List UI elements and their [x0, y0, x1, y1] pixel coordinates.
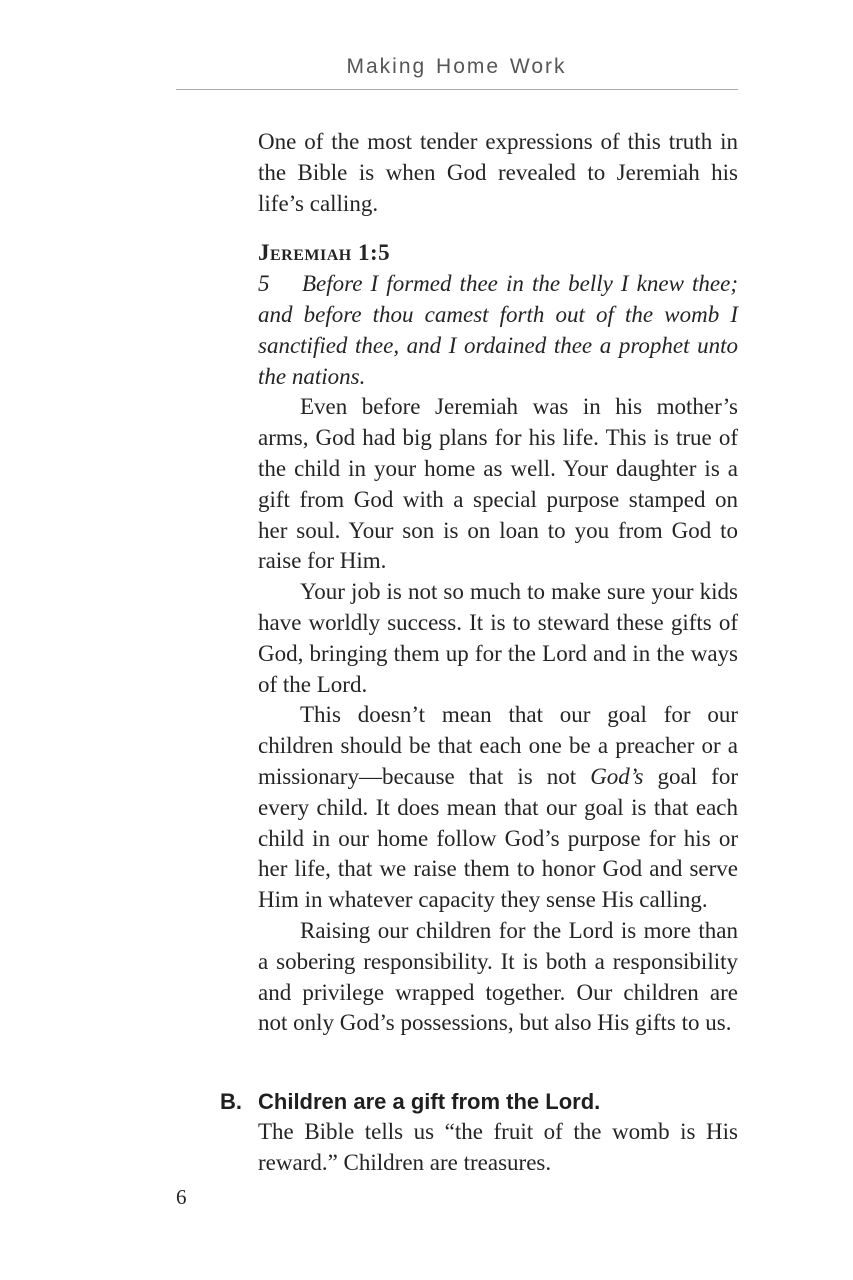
page-number: 6	[176, 1185, 187, 1209]
emphasized-word: God’s	[590, 763, 644, 789]
scripture-reference: Jeremiah 1:5	[258, 240, 391, 266]
paragraph-text-segment: This doesn’t mean that our goal for our children should be that each one be a preacher or a missionary—because that is not	[258, 702, 738, 789]
verse-number: 5	[258, 271, 270, 297]
section-label: B.	[220, 1089, 242, 1115]
page-content	[220, 127, 738, 1179]
paragraph-text-segment: goal for every child. It does mean that our goal is that each child in our home follow God’s purpose for his or her life, that we raise them to honor God and serve Him in whatever capacity they sense His calling.	[258, 763, 738, 913]
section-title: Children are a gift from the Lord.	[258, 1089, 601, 1115]
paragraph-this-doesnt-mean	[258, 700, 738, 916]
header-rule	[176, 89, 738, 90]
paragraph-raising-children: Raising our children for the Lord is more than a sobering responsibility. It is both a responsibility and privilege wrapped together. Our children are not only God’s possessions, but also His gifts to us.	[258, 917, 738, 1036]
scripture-verse	[258, 269, 738, 392]
verse-text: Before I formed thee in the belly I knew thee; and before thou camest forth out of the womb I sanctified thee, and I ordained thee a prophet unto the nations.	[258, 271, 738, 389]
running-header-title: Making Home Work	[346, 55, 567, 78]
scripture-block	[258, 238, 738, 392]
paragraph-bible-tells-us: The Bible tells us “the fruit of the womb is His reward.” Children are treasures.	[258, 1119, 738, 1175]
section-heading	[220, 1087, 738, 1117]
paragraph-intro: One of the most tender expressions of this truth in the Bible is when God revealed to Jeremiah his life’s calling.	[258, 129, 738, 216]
paragraph-even-before: Even before Jeremiah was in his mother’s arms, God had big plans for his life. This is true of the child in your home as well. Your daughter is a gift from God with a special purpose stamped on her soul. Your son is on loan to you from God to raise for Him.	[258, 394, 738, 574]
paragraph-your-job: Your job is not so much to make sure your kids have worldly success. It is to steward these gifts of God, bringing them up for the Lord and in the ways of the Lord.	[258, 579, 738, 697]
